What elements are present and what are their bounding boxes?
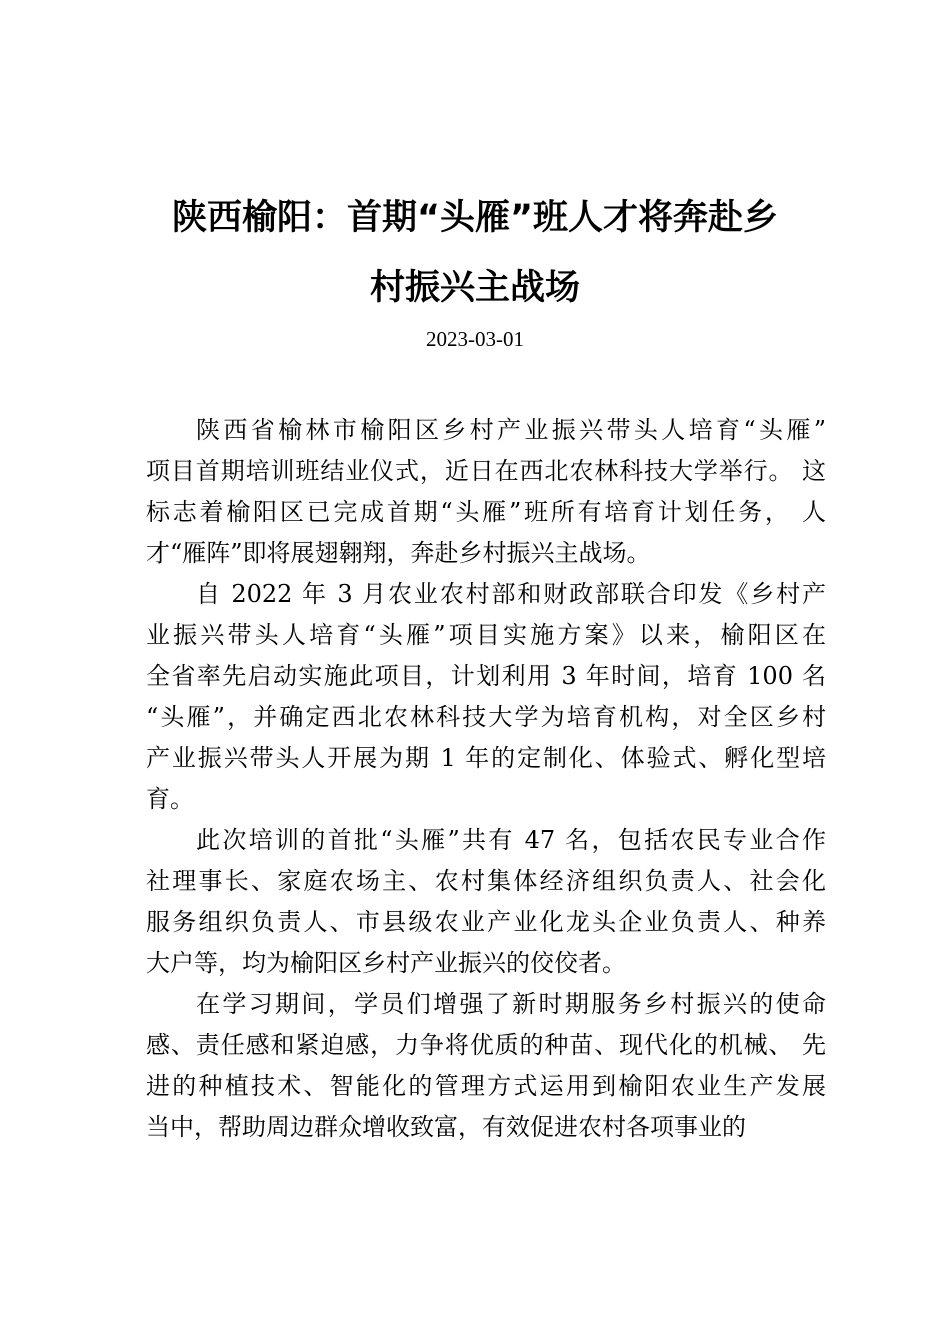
paragraph-line: 全省率先启动实施此项目，计划利用 3 年时间，培育 100 名	[146, 662, 826, 690]
paragraph-line: 才“雁阵”即将展翅翱翔，奔赴乡村振兴主战场。	[146, 539, 651, 567]
article-date: 2023-03-01	[426, 327, 524, 351]
paragraph-line: 当中，帮助周边群众增收致富，有效促进农村各项事业的	[146, 1113, 746, 1141]
article-title-line-1: 陕西榆阳：首期“头雁”班人才将奔赴乡	[171, 198, 778, 238]
paragraph-line: 大户等，均为榆阳区乡村产业振兴的佼佼者。	[146, 949, 626, 977]
paragraph-line: 此次培训的首批“头雁”共有 47 名，包括农民专业合作	[196, 826, 826, 854]
paragraph-2	[146, 574, 826, 820]
paragraph-line: 产业振兴带头人开展为期 1 年的定制化、体验式、孵化型培	[146, 744, 826, 772]
paragraph-line: 在学习期间，学员们增强了新时期服务乡村振兴的使命	[196, 990, 826, 1018]
paragraph-line: 服务组织负责人、市县级农业产业化龙头企业负责人、种养	[146, 908, 826, 936]
paragraph-line: 标志着榆阳区已完成首期“头雁”班所有培育计划任务， 人	[146, 498, 826, 526]
paragraph-line: 育。	[146, 785, 194, 813]
paragraph-line: 自 2022 年 3 月农业农村部和财政部联合印发《乡村产	[196, 580, 826, 608]
article-body	[146, 410, 826, 1148]
paragraph-line: 陕西省榆林市榆阳区乡村产业振兴带头人培育“头雁”	[196, 416, 826, 444]
paragraph-line: 社理事长、家庭农场主、农村集体经济组织负责人、社会化	[146, 867, 826, 895]
article-title-line-2: 村振兴主战场	[369, 268, 580, 308]
paragraph-4	[146, 984, 826, 1148]
paragraph-3	[146, 820, 826, 984]
paragraph-1	[146, 410, 826, 574]
paragraph-line: 项目首期培训班结业仪式，近日在西北农林科技大学举行。 这	[146, 457, 826, 485]
paragraph-line: 进的种植技术、智能化的管理方式运用到榆阳农业生产发展	[146, 1072, 826, 1100]
paragraph-line: 业振兴带头人培育“头雁”项目实施方案》以来，榆阳区在	[146, 621, 826, 649]
paragraph-line: “头雁”，并确定西北农林科技大学为培育机构，对全区乡村	[146, 703, 826, 731]
paragraph-line: 感、责任感和紧迫感，力争将优质的种苗、现代化的机械、 先	[146, 1031, 826, 1059]
